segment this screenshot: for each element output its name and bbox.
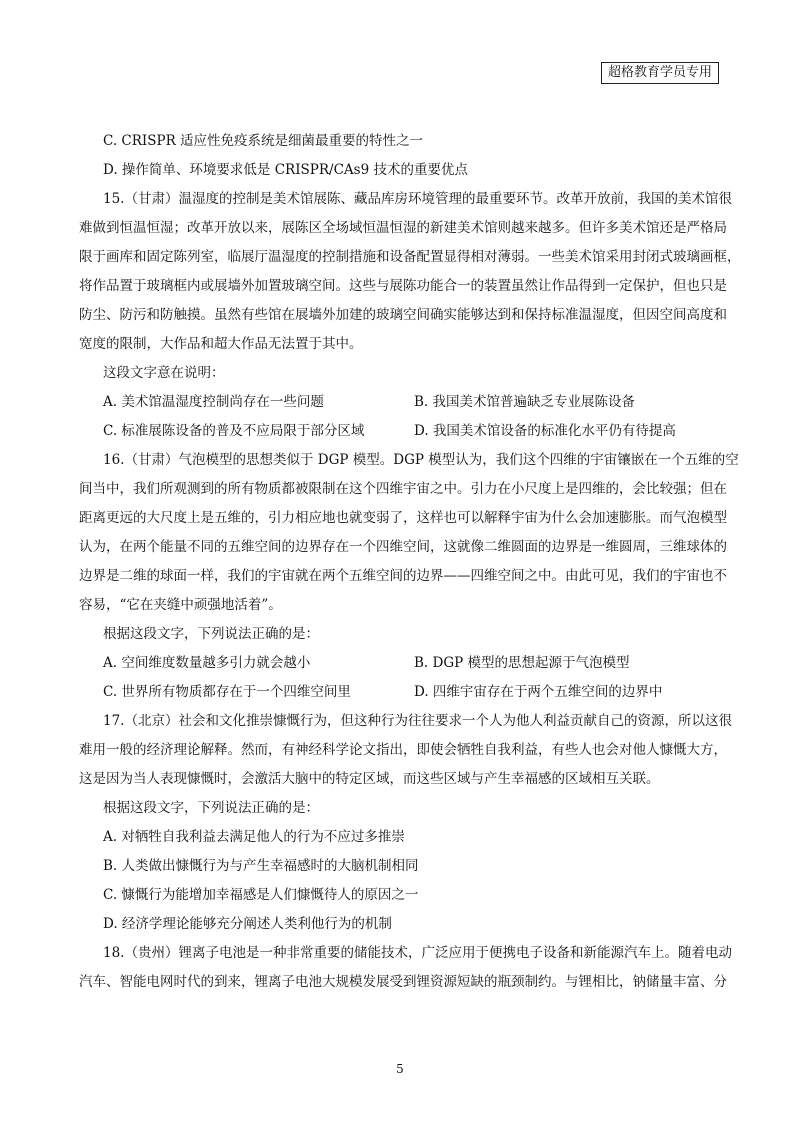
q17-option-c: C. 慷慨行为能增加幸福感是人们慷慨待人的原因之一 [103, 887, 419, 903]
q15-line: 限于画库和固定陈列室，临展厅温湿度的控制措施和设备配置显得相对薄弱。一些美术馆采用封闭式玻璃画框， [79, 249, 741, 265]
q16-options-row-1 [103, 649, 725, 678]
q14-option-d: D. 操作简单、环境要求低是 CRISPR/CAs9 技术的重要优点 [103, 162, 468, 178]
q15-option-a: A. 美术馆温湿度控制尚存在一些问题 [103, 394, 324, 410]
q17-option-b: B. 人类做出慷慨行为与产生幸福感时的大脑机制相同 [103, 858, 419, 874]
header-badge: 超格教育学员专用 [601, 62, 719, 84]
q15-options-row-1 [103, 388, 725, 417]
q16-option-a: A. 空间维度数量越多引力就会越小 [103, 655, 311, 671]
q15-options-row-2 [103, 417, 725, 446]
q15-line: 防尘、防污和防触摸。虽然有些馆在展墙外加建的玻璃空间确实能够达到和保持标准温湿度，但因空间高度和 [79, 307, 727, 323]
q16-line: 边界是二维的球面一样，我们的宇宙就在两个五维空间的边界——四维空间之中。由此可见，我们的宇宙也不 [79, 568, 727, 584]
q17-option-d: D. 经济学理论能够充分阐述人类利他行为的机制 [103, 916, 392, 932]
q15-passage [79, 185, 741, 359]
q16-line: 认为，在两个能量不同的五维空间的边界存在一个四维空间，这就像二维圆面的边界是一维圆周，三维球体的 [79, 539, 727, 555]
q16-line: 容易，“它在夹缝中顽强地活着”。 [79, 597, 282, 613]
q15-option-d: D. 我国美术馆设备的标准化水平仍有待提高 [414, 423, 676, 439]
q17-passage [79, 707, 732, 794]
q16-passage [79, 446, 739, 620]
q16-question: 根据这段文字，下列说法正确的是： [103, 626, 319, 642]
q17-option-a: A. 对牺牲自我利益去满足他人的行为不应过多推崇 [103, 829, 405, 845]
q15-option-b: B. 我国美术馆普遍缺乏专业展陈设备 [414, 394, 636, 410]
q16-option-b: B. DGP 模型的思想起源于气泡模型 [414, 655, 630, 671]
q17-line: 17.（北京）社会和文化推崇慷慨行为，但这种行为往往要求一个人为他人利益贡献自己的资源，所以这很 [103, 713, 732, 729]
q16-option-d: D. 四维宇宙存在于两个五维空间的边界中 [414, 684, 663, 700]
q15-line: 15.（甘肃）温湿度的控制是美术馆展陈、藏品库房环境管理的最重要环节。改革开放前，我国的美术馆很 [103, 191, 732, 207]
q15-option-c: C. 标准展陈设备的普及不应局限于部分区域 [103, 423, 365, 439]
q15-line: 宽度的限制，大作品和超大作品无法置于其中。 [79, 336, 363, 352]
q14-option-c: C. CRISPR 适应性免疫系统是细菌最重要的特性之一 [103, 133, 424, 149]
q18-line: 汽车、智能电网时代的到来，锂离子电池大规模发展受到锂资源短缺的瓶颈制约。与锂相比，钠储量丰富、分 [79, 974, 727, 990]
page-content [79, 127, 741, 997]
q17-line: 这是因为当人表现慷慨时，会激活大脑中的特定区域，而这些区域与产生幸福感的区域相互关联。 [79, 771, 660, 787]
q17-line: 难用一般的经济理论解释。然而，有神经科学论文指出，即使会牺牲自我利益，有些人也会对他人慷慨大方， [79, 742, 727, 758]
q16-line: 间当中，我们所观测到的所有物质都被限制在这个四维宇宙之中。引力在小尺度上是四维的，会比较强；但在 [79, 481, 727, 497]
q16-options-row-2 [103, 678, 725, 707]
q15-line: 将作品置于玻璃框内或展墙外加置玻璃空间。这些与展陈功能合一的装置虽然让作品得到一定保护，但也只是 [79, 278, 727, 294]
q18-line: 18.（贵州）锂离子电池是一种非常重要的储能技术，广泛应用于便携电子设备和新能源汽车上。随着电动 [103, 945, 732, 961]
q15-line: 难做到恒温恒湿；改革开放以来，展陈区全场域恒温恒湿的新建美术馆则越来越多。但许多美术馆还是严格局 [79, 220, 727, 236]
q16-line: 距离更远的大尺度上是五维的，引力相应地也就变弱了，这样也可以解释宇宙为什么会加速膨胀。而气泡模型 [79, 510, 727, 526]
q15-question: 这段文字意在说明： [103, 365, 225, 381]
page-number: 5 [396, 1062, 404, 1076]
q18-passage [79, 939, 732, 997]
q16-option-c: C. 世界所有物质都存在于一个四维空间里 [103, 684, 351, 700]
q17-question: 根据这段文字，下列说法正确的是： [103, 800, 319, 816]
q16-line: 16.（甘肃）气泡模型的思想类似于 DGP 模型。DGP 模型认为，我们这个四维的宇宙镶嵌在一个五维的空 [103, 452, 739, 468]
